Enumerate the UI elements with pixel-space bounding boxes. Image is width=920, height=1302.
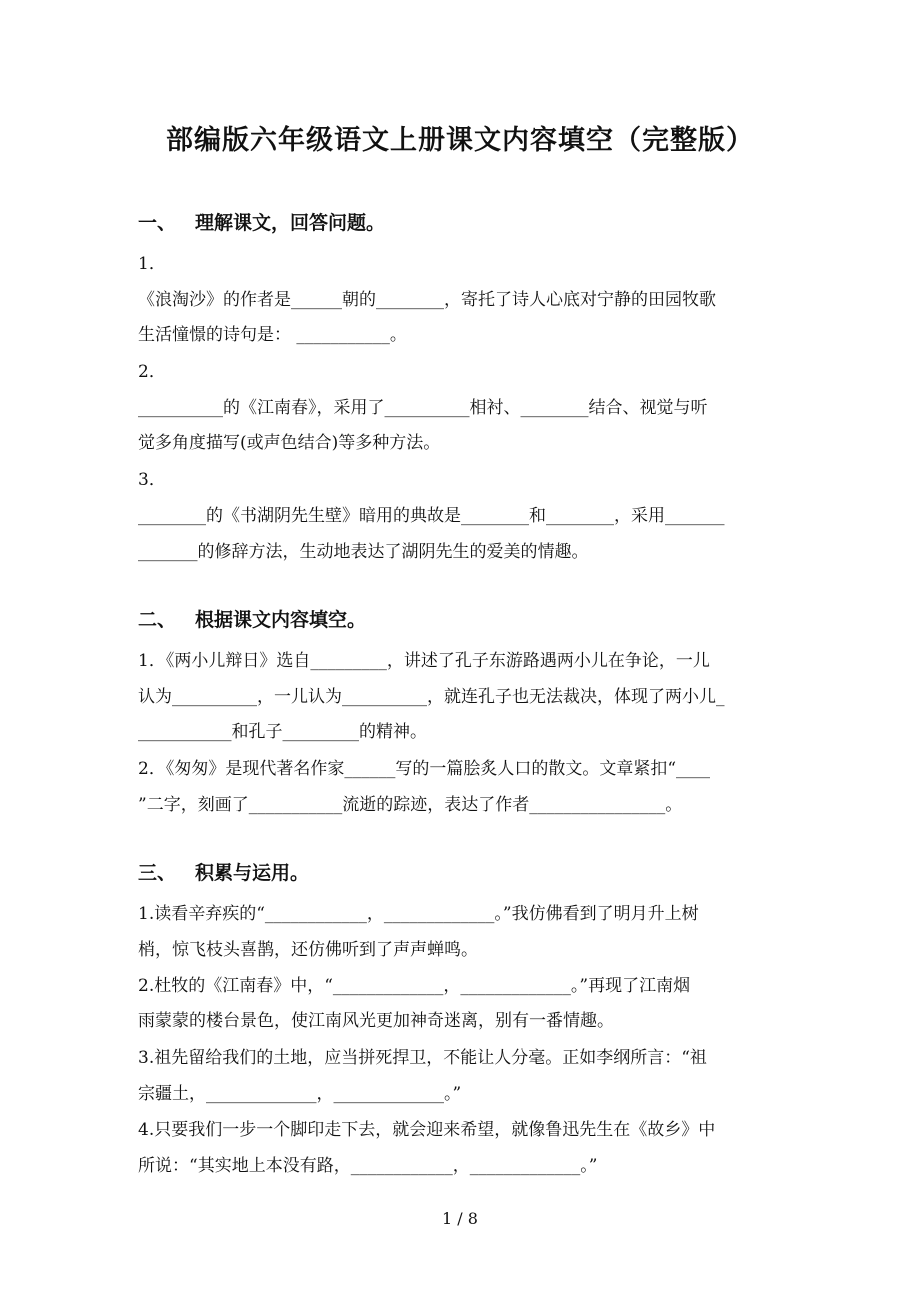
section-title: 理解课文，回答问题。 — [195, 212, 386, 234]
text-line: 雨蒙蒙的楼台景色，使江南风光更加神奇迷离，别有一番情趣。 — [138, 1011, 614, 1031]
text-line: 1．《两小儿辩日》选自_________，讲述了孔子东游路遇两小儿在争论，一儿 — [138, 651, 710, 671]
section-title: 积累与运用。 — [195, 862, 310, 884]
text-line: ________的《书湖阴先生壁》暗用的典故是________和________，采用_______ — [138, 506, 725, 526]
text-line: 2． — [138, 362, 166, 382]
text-line: 生活憧憬的诗句是： ___________。 — [138, 325, 407, 345]
document-title: 部编版六年级语文上册课文内容填空（完整版） — [166, 125, 754, 156]
text-line: 所说：“其实地上本没有路，____________，_____________。” — [138, 1156, 598, 1176]
text-line: __________的《江南春》，采用了__________相衬、________结合、视觉与听 — [138, 398, 708, 418]
section-heading-1 — [138, 208, 385, 235]
section-title: 根据课文内容填空。 — [195, 609, 367, 631]
text-line: 《浪淘沙》的作者是______朝的________，寄托了诗人心底对宁静的田园牧歌 — [138, 290, 716, 310]
text-line: 4.只要我们一步一个脚印走下去，就会迎来希望，就像鲁迅先生在《故乡》中 — [138, 1120, 716, 1140]
text-line: 觉多角度描写(或声色结合)等多种方法。 — [138, 433, 441, 453]
text-line: ”二字，刻画了___________流逝的踪迹，表达了作者________________。 — [138, 795, 683, 815]
section-number: 二、 — [138, 609, 177, 631]
text-line: ___________和孔子_________的精神。 — [138, 722, 427, 742]
section-number: 一、 — [138, 212, 177, 234]
text-line: 1.读看辛弃疾的“____________，_____________。”我仿佛看到了明月升上树 — [138, 904, 699, 924]
text-line: 1． — [138, 254, 166, 274]
section-heading-2 — [138, 605, 366, 632]
section-heading-3 — [138, 858, 309, 885]
text-line: 2.杜牧的《江南春》中，“_____________，_____________。”再现了江南烟 — [138, 976, 691, 996]
text-line: _______的修辞方法，生动地表达了湖阴先生的爱美的情趣。 — [138, 542, 589, 562]
text-line: 3.祖先留给我们的土地，应当拼死捍卫，不能让人分毫。正如李纲所言：“祖 — [138, 1048, 707, 1068]
text-line: 认为__________，一儿认为__________，就连孔子也无法裁决，体现了两小儿_ — [138, 687, 725, 707]
section-number: 三、 — [138, 862, 177, 884]
page-number: 1 / 8 — [442, 1209, 478, 1228]
text-line: 2．《匆匆》是现代著名作家______写的一篇脍炙人口的散文。文章紧扣“____ — [138, 759, 711, 779]
text-line: 梢，惊飞枝头喜鹊，还仿佛听到了声声蝉鸣。 — [138, 940, 478, 960]
text-line: 3． — [138, 470, 166, 490]
text-line: 宗疆土，_____________，_____________。” — [138, 1084, 462, 1104]
